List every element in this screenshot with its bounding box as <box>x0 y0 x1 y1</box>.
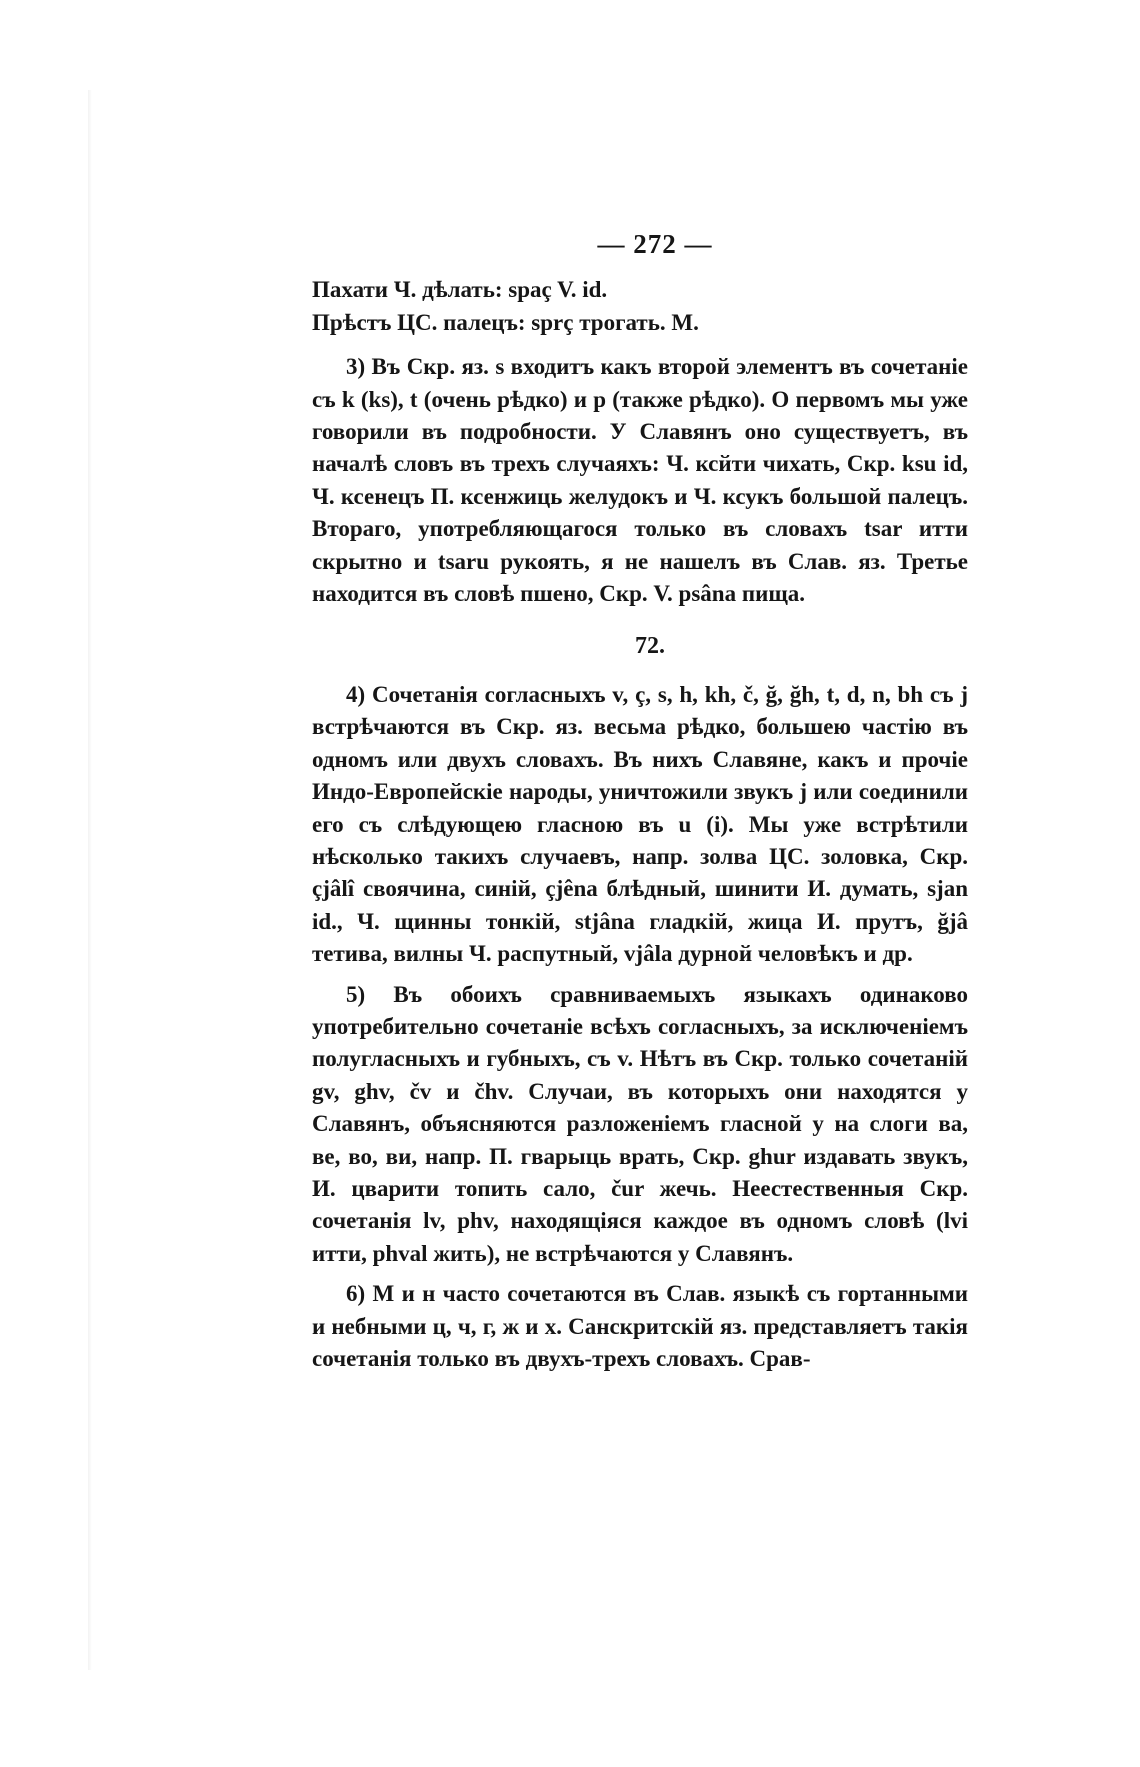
section-number: 72. <box>635 633 665 660</box>
paragraph-5: 5) Въ обоихъ сравниваемыхъ языкахъ одинаково употребительно сочетаніе всѣхъ согласныхъ, за исключеніемъ полугласныхъ и губныхъ, съ v. Нѣтъ въ Скр. только сочетаній gv, ghv, čv и čhv. Случаи, въ которыхъ они находятся у Славянъ, объясняются разложеніемъ гласной y на слоги ва, ве, во, ви, напр. П. гварыць врать, Скр. ghur издавать звукъ, И. цварити топить сало, čur жечь. Неестественныя Скр. сочетанія lv, phv, находящіяся каждое въ одномъ словѣ (lvi итти, phval жить), не встрѣчаются у Славянъ. <box>312 981 968 1266</box>
text-block <box>312 228 968 1375</box>
page-number: — 272 — <box>597 229 713 259</box>
text-line: Прѣстъ ЦС. палецъ: sprç трогать. М. <box>312 309 699 335</box>
paragraph-3: 3) Въ Скр. яз. s входитъ какъ второй элементъ въ сочетаніе съ k (ks), t (очень рѣдко) и p (также рѣдко). О первомъ мы уже говорили въ подробности. У Славянъ оно существуетъ, въ началѣ словъ въ трехъ случаяхъ: Ч. ксйти чихать, Скр. ksu id, Ч. ксенецъ П. ксенжиць желудокъ и Ч. ксукъ большой палецъ. Втораго, употребляющагося только въ словахъ tsar итти скрытно и tsaru рукоять, я не нашелъ въ Слав. яз. Третье находится въ словѣ пшено, Скр. V. psâna пища. <box>312 354 968 607</box>
paragraph-4: 4) Сочетанія согласныхъ v, ç, s, h, kh, č, ğ, ğh, t, d, n, bh съ j встрѣчаются въ Скр. яз. весьма рѣдко, большею частію въ одномъ или двухъ словахъ. Въ нихъ Славяне, какъ и прочіе Индо-Европейскіе народы, уничтожили звукъ j или соединили его съ слѣдующею гласною въ u (i). Мы уже встрѣтили нѣсколько такихъ случаевъ, напр. золва ЦС. золовка, Скр. çjâlî своячина, синій, çjêna блѣдный, шинити И. думать, sjan id., Ч. щинны тонкій, stjâna гладкій, жица И. прутъ, ğjâ тетива, вилны Ч. распутный, vjâla дурной человѣкъ и др. <box>312 681 968 967</box>
text-line: Пахати Ч. дѣлать: spaç V. id. <box>312 277 608 303</box>
gutter-shadow <box>88 90 92 1670</box>
paragraph-6: 6) М и н часто сочетаются въ Слав. языкѣ съ гортанными и небными ц, ч, г, ж и х. Санскритскій яз. представляетъ такія сочетанія только въ двухъ-трехъ словахъ. Срав- <box>312 1281 968 1371</box>
